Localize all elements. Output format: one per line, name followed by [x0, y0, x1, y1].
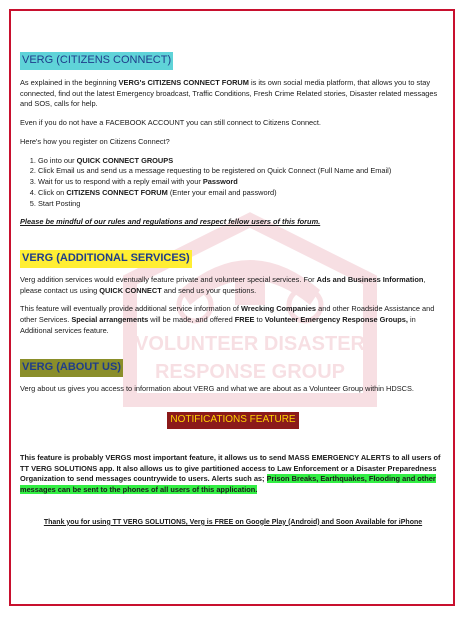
- heading-notifications: NOTIFICATIONS FEATURE: [167, 412, 298, 429]
- list-item: 5. Start Posting: [38, 199, 446, 210]
- heading-about-us: VERG (ABOUT US): [20, 359, 123, 377]
- thanks-footer: Thank you for using TT VERG SOLUTIONS, Verg is FREE on Google Play (Android) and Soon Available for iPhone: [43, 518, 423, 526]
- list-item: 2. Click Email us and send us a message requesting to be registered on Quick Connect (Full Name and Email): [38, 166, 446, 177]
- no-facebook-text: Even if you do not have a FACEBOOK ACCOUNT you can still connect to Citizens Connect.: [20, 118, 321, 128]
- watermark-line2: RESPONSE GROUP: [154, 361, 346, 383]
- additional-p2: This feature will eventually provide additional service information of Wrecking Companies and other Roadside Assistance and other Services. Special arrangements will be made, and offered FREE to Volunteer Emergency Response Groups, in Additional services feature.: [20, 304, 435, 335]
- heading-citizens-connect: VERG (CITIZENS CONNECT): [20, 52, 173, 70]
- rules-notice: Please be mindful of our rules and regulations and respect fellow users of this forum.: [20, 217, 321, 227]
- about-text: Verg about us gives you access to information about VERG and what we are about as a Volunteer Group within HDSCS.: [20, 383, 414, 393]
- list-item: 3. Wait for us to respond with a reply email with your Password: [38, 177, 446, 188]
- list-item: 1. Go into our QUICK CONNECT GROUPS: [38, 156, 446, 167]
- heading-additional-services: VERG (ADDITIONAL SERVICES): [20, 250, 192, 268]
- document-body: [20, 52, 446, 536]
- alerts-highlight: Prison Breaks, Earthquakes, Flooding and other messages can be sent to the phones of all users of this application.: [20, 474, 436, 494]
- additional-p1: Verg addition services would eventually feature private and volunteer special services. For Ads and Business Information, please contact us using QUICK CONNECT and send us your questions.: [20, 274, 426, 295]
- citizens-intro: As explained in the beginning VERG's CITIZENS CONNECT FORUM is its own social media platform, that allows you to stay connected, find out the latest Emergency broadcast, Traffic Conditions, Fresh Crime Related stories, Disaster related messages and SOS, calls for help.: [20, 77, 438, 109]
- watermark-line1: VOLUNTEER DISASTER: [134, 333, 366, 355]
- register-steps: [20, 156, 446, 210]
- list-item: 4. Click on CITIZENS CONNECT FORUM (Enter your email and password): [38, 188, 446, 199]
- notifications-text: This feature is probably VERGS most important feature, it allows us to send MASS EMERGENCY ALERTS to all users of TT VERG SOLUTIONS app. It also allows us to give partitioned access to Law Enforcement or a Disaster Preparedness Organization to send messages countrywide to users. Alerts such as; Prison Breaks, Earthquakes, Flooding and other messages can be sent to the phones of all users of this application.: [20, 452, 441, 494]
- how-register-text: Here's how you register on Citizens Connect?: [20, 136, 170, 146]
